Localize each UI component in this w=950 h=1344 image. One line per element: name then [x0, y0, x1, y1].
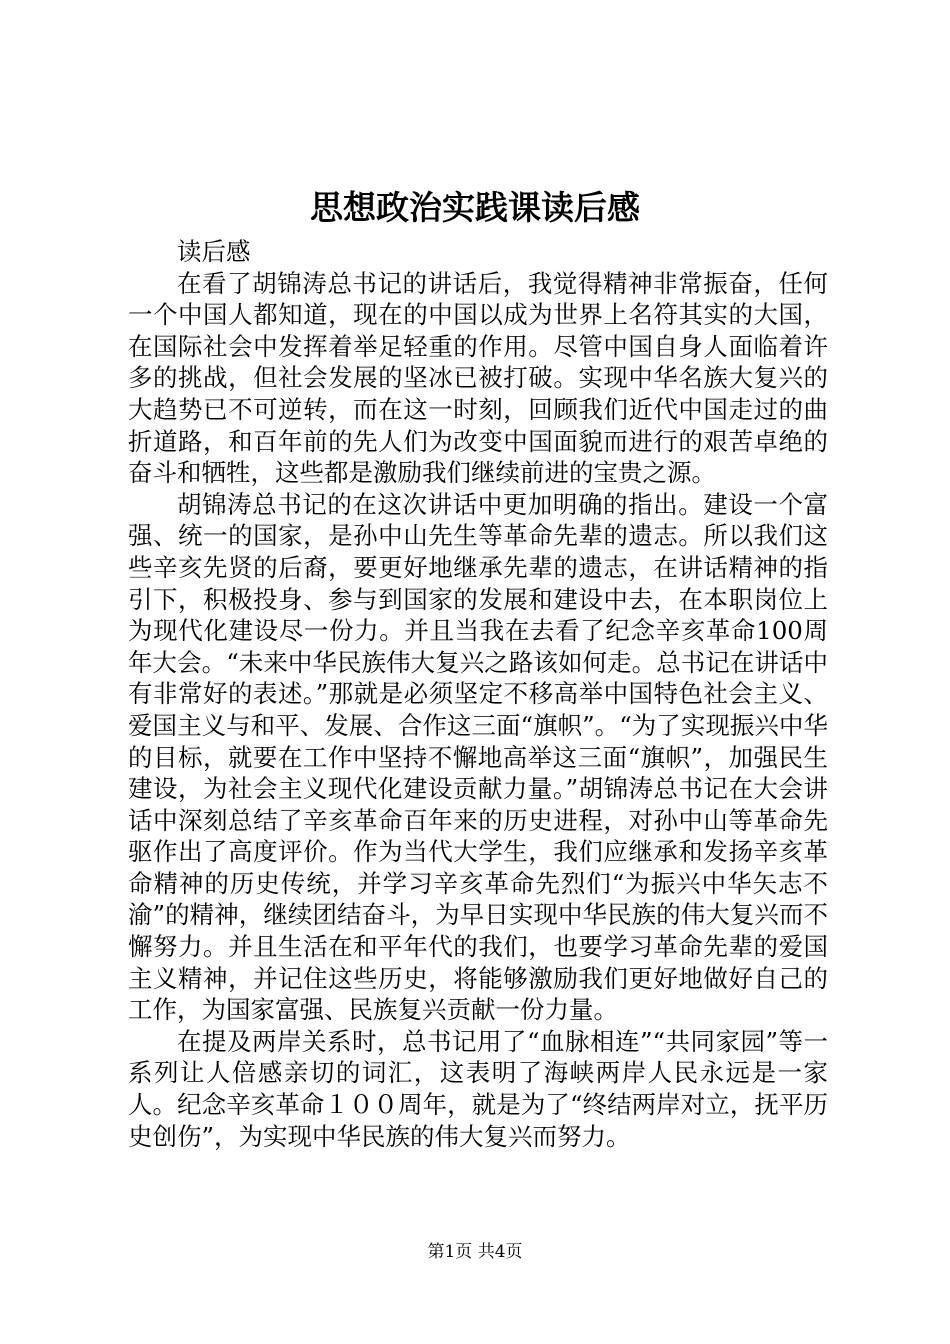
document-title: 思想政治实践课读后感 — [310, 188, 640, 227]
page-number-footer: 第1页 共4页 — [427, 1242, 523, 1262]
paragraph: 在看了胡锦涛总书记的讲话后，我觉得精神非常振奋，任何一个中国人都知道，现在的中国以成为世界上名符其实的大国，在国际社会中发挥着举足轻重的作用。尽管中国自身人面临着许多的挑战，但社会发展的坚冰已被打破。实现中华名族大复兴的大趋势已不可逆转，而在这一时刻，回顾我们近代中国走过的曲折道路，和百年前的先人们为改变中国面貌而进行的艰苦卓绝的奋斗和牺牲，这些都是激励我们继续前进的宝贵之源。 — [128, 268, 828, 488]
paragraph-heading: 读后感 — [177, 237, 251, 266]
paragraph: 胡锦涛总书记的在这次讲话中更加明确的指出。建设一个富强、统一的国家，是孙中山先生等革命先辈的遗志。所以我们这些辛亥先贤的后裔，要更好地继承先辈的遗志，在讲话精神的指引下，积极投身、参与到国家的发展和建设中去，在本职岗位上为现代化建设尽一份力。并且当我在去看了纪念辛亥革命100周年大会。“未来中华民族伟大复兴之路该如何走。总书记在讲话中有非常好的表述。”那就是必须坚定不移高举中国特色社会主义、爱国主义与和平、发展、合作这三面“旗帜”。“为了实现振兴中华的目标，就要在工作中坚持不懈地高举这三面“旗帜”，加强民生建设，为社会主义现代化建设贡献力量。”胡锦涛总书记在大会讲话中深刻总结了辛亥革命百年来的历史进程，对孙中山等革命先驱作出了高度评价。作为当代大学生，我们应继承和发扬辛亥革命精神的历史传统，并学习辛亥革命先烈们“为振兴中华矢志不渝”的精神，继续团结奋斗，为早日实现中华民族的伟大复兴而不懈努力。并且生活在和平年代的我们，也要学习革命先辈的爱国主义精神，并记住这些历史，将能够激励我们更好地做好自己的工作，为国家富强、民族复兴贡献一份力量。 — [128, 489, 828, 1025]
document-body — [128, 236, 828, 1152]
paragraph: 在提及两岸关系时，总书记用了“血脉相连”“共同家园”等一系列让人倍感亲切的词汇，这表明了海峡两岸人民永远是一家人。纪念辛亥革命１００周年，就是为了“终结两岸对立，抚平历史创伤”，为实现中华民族的伟大复兴而努力。 — [128, 1026, 828, 1151]
